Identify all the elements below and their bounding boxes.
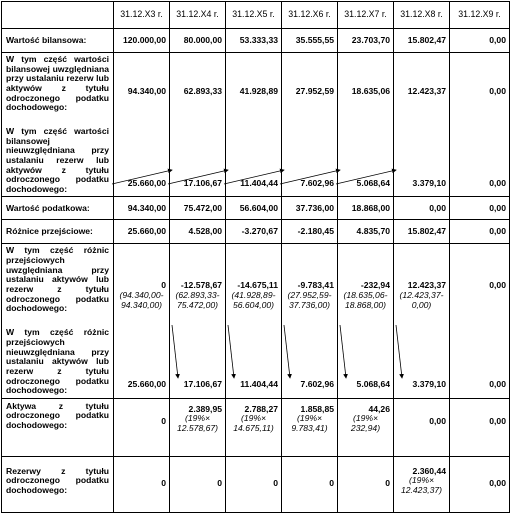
row-label: W tym część wartości bilansowej nieuwzględniana przy ustalaniu rezerw lub aktywów z tytułu odroczonego podatku dochodowego: (6, 126, 109, 194)
cell: 25.660,00 (127, 178, 166, 188)
row-wartosc-split (2, 53, 510, 197)
cell: 0,00 (450, 398, 510, 456)
cell: 41.928,89 (239, 86, 278, 96)
cell: 15.802,47 (394, 220, 450, 244)
col-header: 31.12.X6 r. (282, 2, 338, 29)
cell: 12.423,37 (407, 86, 446, 96)
cell: 4.835,70 (338, 220, 394, 244)
row-roznice-split (2, 244, 510, 398)
cell: -232,94 (360, 280, 390, 291)
row-label-pair (2, 53, 114, 197)
cell: 2.389,95 (188, 403, 222, 414)
cell: 0,00 (394, 197, 450, 220)
split-cell (226, 53, 282, 197)
cell-note: (19%× 14.675,11) (233, 413, 274, 434)
cell: 7.602,96 (300, 178, 334, 188)
cell: 5.068,64 (356, 379, 390, 390)
split-cell (170, 53, 226, 197)
col-header: 31.12.X5 r. (226, 2, 282, 29)
split-cell (282, 53, 338, 197)
row-label: W tym część wartości bilansowej uwzględniana przy ustalaniu rezerw lub aktywów z tytułu odroczonego podatku dochodowego: (6, 54, 109, 113)
cell: 11.404,44 (240, 178, 278, 188)
row-label-pair (2, 244, 114, 398)
cell: 1.858,85 (300, 403, 334, 414)
cell: 120.000,00 (114, 29, 170, 53)
row-label: W tym część różnic przejściowych uwzględniana przy ustalaniu aktywów lub rezerw z tytułu odroczonego podatku dochodowego: (6, 245, 109, 314)
cell: 0 (114, 398, 170, 456)
cell: 0,00 (450, 29, 510, 53)
split-cell (450, 244, 510, 398)
cell: 44,26 (368, 403, 390, 414)
row-roznice (2, 220, 510, 244)
row-label: Aktywa z tytułu odroczonego podatku dochodowego: (2, 398, 114, 456)
cell: 3.379,10 (412, 379, 446, 390)
row-rezerwy (2, 456, 510, 512)
split-cell (282, 244, 338, 398)
row-label: Różnice przejściowe: (2, 220, 114, 244)
cell: 0,00 (394, 398, 450, 456)
cell: 37.736,00 (282, 197, 338, 220)
cell: 2.788,27 (244, 403, 278, 414)
cell: 0,00 (450, 220, 510, 244)
cell-block (114, 244, 169, 324)
split-cell (394, 53, 450, 197)
cell: 75.472,00 (170, 197, 226, 220)
cell: 18.868,00 (338, 197, 394, 220)
cell: 0 (226, 456, 282, 512)
cell-block (170, 398, 226, 456)
deferred-tax-table (1, 1, 510, 513)
header-empty (2, 2, 114, 29)
cell: 0 (338, 456, 394, 512)
cell: 0,00 (450, 456, 510, 512)
split-cell (114, 244, 170, 398)
cell-note: (18.635,06-18.868,00) (343, 290, 388, 310)
row-aktywa (2, 398, 510, 456)
cell: 0 (114, 456, 170, 512)
row-wartosc-podatkowa (2, 197, 510, 220)
header-row (2, 2, 510, 29)
cell: 0,00 (450, 197, 510, 220)
cell-block (226, 244, 281, 324)
cell: 15.802,47 (394, 29, 450, 53)
cell: 11.404,44 (240, 379, 278, 390)
cell: 0,00 (489, 178, 506, 188)
row-label: Rezerwy z tytułu odroczonego podatku dochodowego: (2, 456, 114, 512)
cell: 3.379,10 (412, 178, 446, 188)
cell-note: (94.340,00-94.340,00) (119, 290, 164, 310)
cell: 0,00 (489, 280, 506, 291)
cell: 4.528,00 (170, 220, 226, 244)
cell: 5.068,64 (356, 178, 390, 188)
cell: 27.952,59 (295, 86, 334, 96)
cell: 7.602,96 (300, 379, 334, 390)
cell-block (170, 244, 225, 324)
cell-block (450, 244, 509, 324)
cell: 25.660,00 (114, 220, 170, 244)
cell: -2.180,45 (282, 220, 338, 244)
cell: 53.333,33 (226, 29, 282, 53)
cell-note: (19%× 232,94) (350, 413, 381, 434)
cell: 18.635,06 (351, 86, 390, 96)
row-label: Wartość bilansowa: (2, 29, 114, 53)
cell-block (338, 398, 394, 456)
cell: 25.660,00 (127, 379, 166, 390)
cell-block (226, 398, 282, 456)
cell: 0,00 (489, 379, 506, 390)
row-wartosc-bilansowa (2, 29, 510, 53)
cell: 2.360,44 (412, 465, 446, 476)
cell: 17.106,67 (183, 379, 222, 390)
cell-note: (62.893,33-75.472,00) (175, 290, 220, 310)
split-cell (114, 53, 170, 197)
cell-note: (19%× 9.783,41) (291, 413, 328, 434)
cell: 80.000,00 (170, 29, 226, 53)
col-header: 31.12.X3 r. (114, 2, 170, 29)
cell: -14.675,11 (237, 280, 278, 291)
cell: 94.340,00 (114, 197, 170, 220)
split-cell (394, 244, 450, 398)
cell: 12.423,37 (407, 280, 446, 291)
split-cell (226, 244, 282, 398)
cell-block (338, 244, 393, 324)
cell-note: (19%× 12.578,67) (176, 413, 219, 434)
cell: -12.578,67 (180, 280, 222, 291)
cell-block (394, 244, 449, 324)
cell: -3.270,67 (226, 220, 282, 244)
cell: 0 (161, 280, 166, 291)
cell-block (282, 398, 338, 456)
cell: 94.340,00 (127, 86, 166, 96)
row-label: W tym część różnic przejściowych nieuwzględniana przy ustalaniu aktywów lub rezerw z tytułu odroczonego podatku dochodowego: (6, 327, 109, 396)
split-cell (338, 53, 394, 197)
cell: 0 (170, 456, 226, 512)
cell-block (394, 456, 450, 512)
col-header: 31.12.X7 r. (338, 2, 394, 29)
cell-note: (19%× 12.423,37) (400, 475, 443, 496)
cell: 56.604,00 (226, 197, 282, 220)
row-label: Wartość podatkowa: (2, 197, 114, 220)
cell: 23.703,70 (338, 29, 394, 53)
split-cell (338, 244, 394, 398)
cell: 35.555,55 (282, 29, 338, 53)
split-cell (450, 53, 510, 197)
col-header: 31.12.X9 r. (450, 2, 510, 29)
cell: 62.893,33 (183, 86, 222, 96)
cell: -9.783,41 (297, 280, 334, 291)
split-cell (170, 244, 226, 398)
col-header: 31.12.X4 r. (170, 2, 226, 29)
cell: 0 (282, 456, 338, 512)
cell-note: (27.952,59-37.736,00) (287, 290, 332, 310)
col-header: 31.12.X8 r. (394, 2, 450, 29)
cell-note: (12.423,37-0,00) (399, 290, 444, 310)
cell: 17.106,67 (183, 178, 222, 188)
cell-block (282, 244, 337, 324)
cell: 0,00 (489, 86, 506, 96)
cell-note: (41.928,89-56.604,00) (231, 290, 276, 310)
